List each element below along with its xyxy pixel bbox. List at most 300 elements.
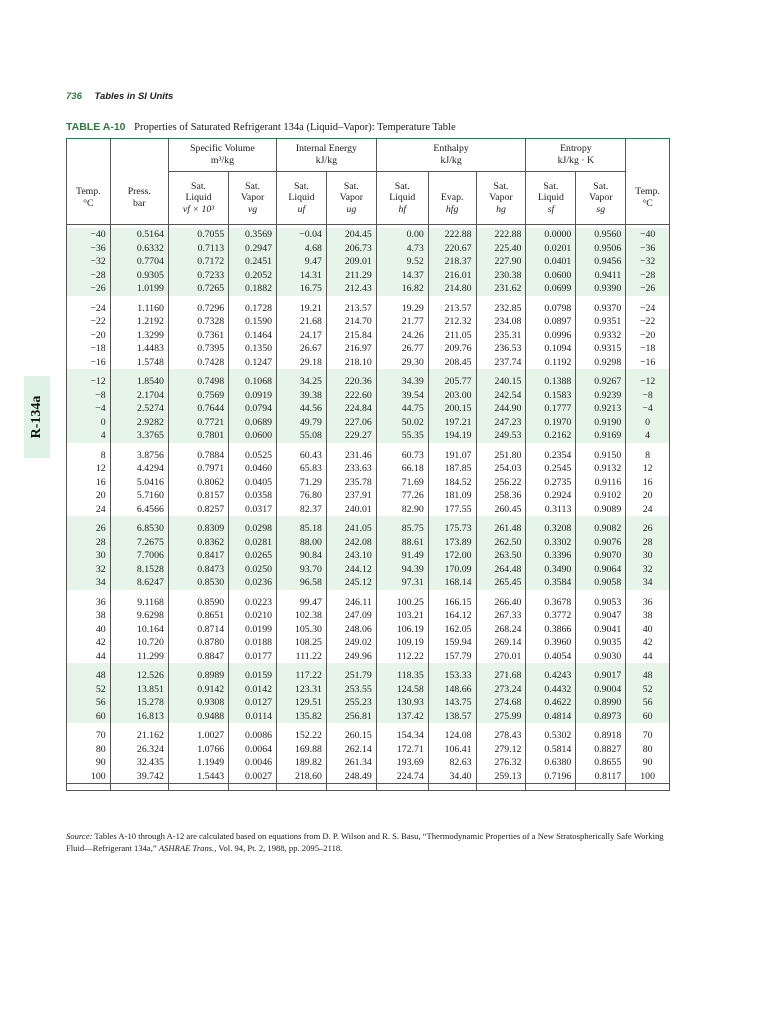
table-cell: 168.14: [428, 576, 476, 590]
table-row: [67, 756, 670, 770]
table-cell: 270.01: [476, 650, 526, 664]
table-cell: 90.84: [277, 549, 327, 563]
column-label: Sat.: [493, 180, 509, 192]
table-cell: 260.15: [326, 729, 376, 743]
table-cell: 85.75: [376, 522, 428, 536]
table-row: [67, 636, 670, 650]
table-cell: 0.9058: [576, 576, 626, 590]
table-cell: 88.61: [376, 536, 428, 550]
table-cell: 0.2947: [229, 242, 277, 256]
column-label: Vapor: [589, 192, 613, 204]
table-cell: 91.49: [376, 549, 428, 563]
table-cell: 38: [67, 609, 111, 623]
table-cell: 111.22: [277, 650, 327, 664]
column-label: Vapor: [339, 192, 364, 204]
table-cell: 28: [67, 536, 111, 550]
table-cell: 1.2192: [110, 315, 168, 329]
table-cell: 77.26: [376, 489, 428, 503]
table-cell: 93.70: [277, 563, 327, 577]
table-cell: 56: [626, 696, 670, 710]
table-cell: 153.33: [428, 669, 476, 683]
table-cell: 187.85: [428, 462, 476, 476]
table-cell: 9.47: [277, 255, 327, 269]
side-tab: [24, 376, 50, 458]
table-cell: 124.58: [376, 683, 428, 697]
table-cell: 16.82: [376, 282, 428, 296]
group-title: Internal Energy: [295, 143, 357, 154]
table-cell: 0.0027: [229, 770, 277, 784]
table-row: [67, 623, 670, 637]
table-cell: 262.14: [326, 743, 376, 757]
table-cell: 12: [626, 462, 670, 476]
table-cell: 0.7704: [110, 255, 168, 269]
table-cell: 0.7721: [168, 416, 228, 430]
table-cell: 224.84: [326, 402, 376, 416]
table-cell: 24.26: [376, 329, 428, 343]
table-cell: 44: [67, 650, 111, 664]
table-cell: 5.7160: [110, 489, 168, 503]
table-cell: 177.55: [428, 503, 476, 517]
blank-header: [67, 139, 111, 172]
table-cell: −32: [626, 255, 670, 269]
table-cell: 0.3866: [526, 623, 576, 637]
table-cell: 0.0114: [229, 710, 277, 724]
table-cell: 181.09: [428, 489, 476, 503]
table-cell: 60: [67, 710, 111, 724]
table-cell: 0.8257: [168, 503, 228, 517]
table-cell: 0.9132: [576, 462, 626, 476]
column-label: Sat.: [394, 180, 410, 192]
table-cell: 0.9035: [576, 636, 626, 650]
table-cell: −22: [67, 315, 111, 329]
table-cell: 0.7055: [168, 228, 228, 242]
spacer-cell: [476, 784, 526, 791]
table-cell: 240.01: [326, 503, 376, 517]
table-cell: 256.22: [476, 476, 526, 490]
table-cell: 1.0027: [168, 729, 228, 743]
table-cell: 0.1882: [229, 282, 277, 296]
table-cell: 213.57: [428, 302, 476, 316]
table-cell: 0.4243: [526, 669, 576, 683]
table-cell: 216.97: [326, 342, 376, 356]
column-symbol: hfg: [445, 203, 459, 215]
table-row: [67, 549, 670, 563]
table-row: [67, 683, 670, 697]
table-cell: 152.22: [277, 729, 327, 743]
table-cell: 0.8990: [576, 696, 626, 710]
table-cell: 278.43: [476, 729, 526, 743]
column-label: Evap.: [440, 192, 464, 204]
group-title: Specific Volume: [190, 143, 255, 154]
table-cell: 209.01: [326, 255, 376, 269]
table-cell: −8: [626, 389, 670, 403]
table-cell: 0.7296: [168, 302, 228, 316]
table-row: [67, 563, 670, 577]
column-label: Sat.: [343, 180, 359, 192]
table-cell: 0.7498: [168, 375, 228, 389]
table-cell: 0.1970: [526, 416, 576, 430]
table-cell: 0.7884: [168, 449, 228, 463]
table-cell: 274.68: [476, 696, 526, 710]
column-header: [526, 172, 576, 225]
table-cell: 0.8989: [168, 669, 228, 683]
table-cell: 169.88: [277, 743, 327, 757]
table-cell: 21.77: [376, 315, 428, 329]
table-cell: 65.83: [277, 462, 327, 476]
table-cell: 214.70: [326, 315, 376, 329]
table-cell: 16: [626, 476, 670, 490]
table-cell: 203.00: [428, 389, 476, 403]
table-cell: 0.5302: [526, 729, 576, 743]
table-cell: 16.813: [110, 710, 168, 724]
table-cell: 5.0416: [110, 476, 168, 490]
column-symbol: hf: [398, 203, 407, 215]
table-cell: 0.0794: [229, 402, 277, 416]
table-cell: 8: [626, 449, 670, 463]
table-cell: 245.12: [326, 576, 376, 590]
table-cell: 52: [67, 683, 111, 697]
table-cell: 4.73: [376, 242, 428, 256]
column-label: Sat.: [543, 180, 559, 192]
table-cell: 247.09: [326, 609, 376, 623]
table-cell: 154.34: [376, 729, 428, 743]
table-cell: 0.1350: [229, 342, 277, 356]
table-cell: 15.278: [110, 696, 168, 710]
table-cell: 38: [626, 609, 670, 623]
column-header: [376, 172, 428, 225]
table-cell: 0.5164: [110, 228, 168, 242]
table-cell: 11.299: [110, 650, 168, 664]
table-cell: −22: [626, 315, 670, 329]
table-cell: 21.68: [277, 315, 327, 329]
table-cell: 0.0046: [229, 756, 277, 770]
table-cell: 0.9030: [576, 650, 626, 664]
table-cell: 0.0210: [229, 609, 277, 623]
table-cell: 39.38: [277, 389, 327, 403]
table-cell: −32: [67, 255, 111, 269]
table-caption: [66, 121, 456, 133]
table-cell: −20: [626, 329, 670, 343]
table-cell: 0.3569: [229, 228, 277, 242]
table-cell: 0.0919: [229, 389, 277, 403]
table-cell: 0.0281: [229, 536, 277, 550]
table-cell: 240.15: [476, 375, 526, 389]
table-cell: 82.63: [428, 756, 476, 770]
table-cell: 209.76: [428, 342, 476, 356]
table-cell: 138.57: [428, 710, 476, 724]
spacer-cell: [229, 784, 277, 791]
table-row: [67, 729, 670, 743]
source-footnote: [66, 831, 676, 854]
table-cell: 0.0600: [229, 429, 277, 443]
table-cell: 0.0223: [229, 596, 277, 610]
table-title: Properties of Saturated Refrigerant 134a (Liquid–Vapor): Temperature Table: [134, 122, 456, 133]
table-cell: 0.0199: [229, 623, 277, 637]
table-cell: −18: [626, 342, 670, 356]
table-cell: 159.94: [428, 636, 476, 650]
table-cell: 0.9076: [576, 536, 626, 550]
table-cell: 0.3208: [526, 522, 576, 536]
table-cell: 242.54: [476, 389, 526, 403]
table-cell: 42: [626, 636, 670, 650]
source-text-2: Vol. 94, Pt. 2, 1988, pp. 2095–2118.: [218, 842, 343, 853]
table-cell: 32: [67, 563, 111, 577]
table-cell: 0.9064: [576, 563, 626, 577]
table-cell: 0.0127: [229, 696, 277, 710]
table-cell: 82.90: [376, 503, 428, 517]
table-cell: 0.7569: [168, 389, 228, 403]
table-cell: 76.80: [277, 489, 327, 503]
table-cell: 0: [67, 416, 111, 430]
table-cell: 44.56: [277, 402, 327, 416]
table-cell: 0.0358: [229, 489, 277, 503]
table-cell: 172.00: [428, 549, 476, 563]
table-cell: 1.5748: [110, 356, 168, 370]
table-cell: 4.68: [277, 242, 327, 256]
table-cell: 269.14: [476, 636, 526, 650]
table-cell: 108.25: [277, 636, 327, 650]
table-cell: 50.02: [376, 416, 428, 430]
page-number: 736: [66, 91, 82, 102]
table-cell: 275.99: [476, 710, 526, 724]
table-cell: −8: [67, 389, 111, 403]
table-cell: 0.9041: [576, 623, 626, 637]
table-row: [67, 342, 670, 356]
table-cell: 258.36: [476, 489, 526, 503]
table-cell: 0.0159: [229, 669, 277, 683]
table-cell: 229.27: [326, 429, 376, 443]
table-cell: 0.8847: [168, 650, 228, 664]
table-cell: 85.18: [277, 522, 327, 536]
table-body: [67, 225, 670, 791]
table-cell: 1.8540: [110, 375, 168, 389]
table-cell: 21.162: [110, 729, 168, 743]
table-row: [67, 315, 670, 329]
table-cell: 0.0460: [229, 462, 277, 476]
group-title: Entropy: [560, 143, 592, 154]
table-cell: 197.21: [428, 416, 476, 430]
table-cell: 248.49: [326, 770, 376, 784]
column-header: [326, 172, 376, 225]
table-cell: 235.78: [326, 476, 376, 490]
table-cell: 175.73: [428, 522, 476, 536]
table-cell: 216.01: [428, 269, 476, 283]
table-cell: 8.6247: [110, 576, 168, 590]
table-cell: 20: [67, 489, 111, 503]
table-cell: 0.9047: [576, 609, 626, 623]
table-cell: 0.4054: [526, 650, 576, 664]
group-entropy: [526, 139, 626, 172]
table-cell: 264.48: [476, 563, 526, 577]
table-cell: 0.9267: [576, 375, 626, 389]
table-cell: 0.8309: [168, 522, 228, 536]
table-cell: 0.9082: [576, 522, 626, 536]
table-cell: 256.81: [326, 710, 376, 724]
table-cell: 118.35: [376, 669, 428, 683]
table-cell: 4: [626, 429, 670, 443]
table-cell: 0.7328: [168, 315, 228, 329]
table-cell: 220.67: [428, 242, 476, 256]
table-cell: −24: [626, 302, 670, 316]
table-cell: 148.66: [428, 683, 476, 697]
table-cell: 70: [67, 729, 111, 743]
table-cell: −16: [626, 356, 670, 370]
table-cell: −16: [67, 356, 111, 370]
table-cell: 170.09: [428, 563, 476, 577]
table-cell: 236.53: [476, 342, 526, 356]
table-cell: 242.08: [326, 536, 376, 550]
table-cell: 42: [67, 636, 111, 650]
column-label: Temp.: [635, 186, 660, 198]
table-cell: 0.7196: [526, 770, 576, 784]
table-cell: 0.3960: [526, 636, 576, 650]
table-cell: 44: [626, 650, 670, 664]
table-cell: 0.7801: [168, 429, 228, 443]
table-cell: 230.38: [476, 269, 526, 283]
table-cell: 135.82: [277, 710, 327, 724]
column-label: Sat.: [245, 180, 261, 192]
table-cell: 279.12: [476, 743, 526, 757]
table-cell: 105.30: [277, 623, 327, 637]
table-cell: 212.43: [326, 282, 376, 296]
table-cell: 0.0265: [229, 549, 277, 563]
table-cell: 2.9282: [110, 416, 168, 430]
table-cell: 184.52: [428, 476, 476, 490]
table-cell: 0.2545: [526, 462, 576, 476]
table-cell: 24.17: [277, 329, 327, 343]
table-cell: 36: [67, 596, 111, 610]
table-cell: 32.435: [110, 756, 168, 770]
table-cell: 26.67: [277, 342, 327, 356]
table-cell: 235.31: [476, 329, 526, 343]
table-cell: 194.19: [428, 429, 476, 443]
column-label: bar: [133, 197, 146, 209]
table-cell: 34.25: [277, 375, 327, 389]
table-cell: 0.4814: [526, 710, 576, 724]
table-cell: 0.0201: [526, 242, 576, 256]
table-cell: 34: [626, 576, 670, 590]
table-row: [67, 710, 670, 724]
table-cell: −12: [626, 375, 670, 389]
column-symbol: sf: [547, 203, 555, 215]
table-cell: 0.0600: [526, 269, 576, 283]
table-cell: 48: [626, 669, 670, 683]
column-label: Sat.: [293, 180, 309, 192]
table-cell: 9.6298: [110, 609, 168, 623]
table-cell: 66.18: [376, 462, 428, 476]
table-cell: 0.8417: [168, 549, 228, 563]
table-cell: 243.10: [326, 549, 376, 563]
table-cell: 0.0405: [229, 476, 277, 490]
table-cell: 248.06: [326, 623, 376, 637]
table-cell: 218.37: [428, 255, 476, 269]
table-cell: 0.0298: [229, 522, 277, 536]
table-cell: −12: [67, 375, 111, 389]
table-cell: 267.33: [476, 609, 526, 623]
table-cell: 0.8780: [168, 636, 228, 650]
table-cell: 2.5274: [110, 402, 168, 416]
table-cell: 166.15: [428, 596, 476, 610]
table-cell: 251.79: [326, 669, 376, 683]
spacer-cell: [67, 784, 111, 791]
properties-table: [66, 138, 670, 791]
table-cell: 247.23: [476, 416, 526, 430]
table-cell: 265.45: [476, 576, 526, 590]
table-row: [67, 449, 670, 463]
group-internal-energy: [277, 139, 377, 172]
table-cell: 164.12: [428, 609, 476, 623]
table-cell: 191.07: [428, 449, 476, 463]
table-row: [67, 228, 670, 242]
table-row: [67, 329, 670, 343]
table-cell: 0.3113: [526, 503, 576, 517]
table-cell: 213.57: [326, 302, 376, 316]
table-cell: 34: [67, 576, 111, 590]
table-cell: 0.0236: [229, 576, 277, 590]
table-cell: 52: [626, 683, 670, 697]
column-label: Temp.: [76, 186, 101, 198]
table-cell: 268.24: [476, 623, 526, 637]
table-cell: 9.1168: [110, 596, 168, 610]
table-cell: 244.90: [476, 402, 526, 416]
table-cell: 271.68: [476, 669, 526, 683]
table-cell: 218.10: [326, 356, 376, 370]
table-row: [67, 429, 670, 443]
table-cell: 233.63: [326, 462, 376, 476]
table-cell: 1.1160: [110, 302, 168, 316]
table-cell: 12: [67, 462, 111, 476]
table-cell: 19.29: [376, 302, 428, 316]
table-cell: 0.9390: [576, 282, 626, 296]
table-cell: 249.53: [476, 429, 526, 443]
table-row: [67, 242, 670, 256]
table-row: [67, 302, 670, 316]
column-label: Vapor: [240, 192, 265, 204]
table-cell: 162.05: [428, 623, 476, 637]
table-cell: 0.8651: [168, 609, 228, 623]
table-cell: 29.30: [376, 356, 428, 370]
table-cell: 0.1094: [526, 342, 576, 356]
table-cell: 0.9308: [168, 696, 228, 710]
table-cell: 263.50: [476, 549, 526, 563]
column-symbol: vg: [247, 203, 258, 215]
table-cell: 0.8714: [168, 623, 228, 637]
table-cell: 19.21: [277, 302, 327, 316]
spacer-cell: [576, 784, 626, 791]
table-cell: 200.15: [428, 402, 476, 416]
column-header: [110, 172, 168, 225]
table-cell: 206.73: [326, 242, 376, 256]
column-header: [576, 172, 626, 225]
table-cell: 55.08: [277, 429, 327, 443]
column-header: [168, 172, 228, 225]
table-cell: −40: [626, 228, 670, 242]
table-row: [67, 576, 670, 590]
table-cell: 234.08: [476, 315, 526, 329]
table-cell: 212.32: [428, 315, 476, 329]
blank-header: [110, 139, 168, 172]
table-cell: 7.2675: [110, 536, 168, 550]
table-cell: 0.8062: [168, 476, 228, 490]
table-cell: 9.52: [376, 255, 428, 269]
table-cell: 218.60: [277, 770, 327, 784]
table-cell: 124.08: [428, 729, 476, 743]
table-cell: 30: [626, 549, 670, 563]
table-cell: 97.31: [376, 576, 428, 590]
table-cell: 0.1590: [229, 315, 277, 329]
table-cell: 71.29: [277, 476, 327, 490]
table-cell: 143.75: [428, 696, 476, 710]
